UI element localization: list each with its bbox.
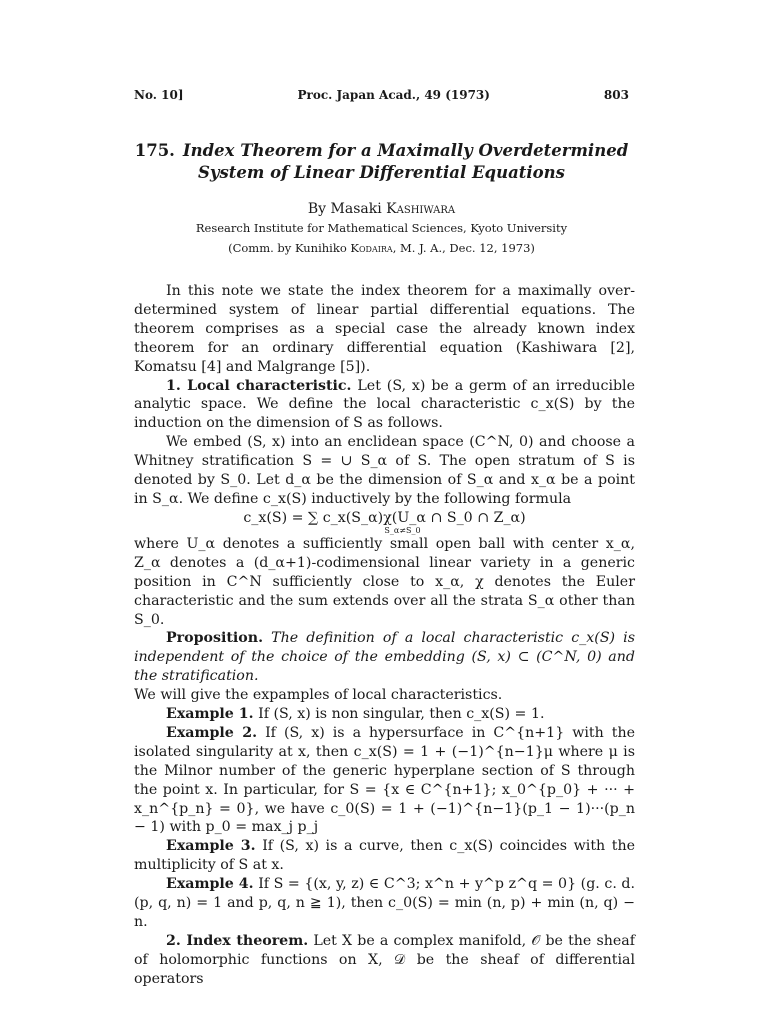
running-head [134,88,629,102]
example-3 [134,837,635,875]
example-2-text: If (S, x) is a hypersurface in C^{n+1} with the isolated singularity at x, then c_x(S) = 1 + (−1)^{n−1}μ where μ is the Milnor number of the generic hyperplane section of S through the point x. In particular, for S = {x ∈ C^{n+1}; x_0^{p_0} + ··· + x_n^{p_n} = 0}, we have c_0(S) = 1 + (−1)^{n−1}(p_1 − 1)···(p_n − 1) with p_0 = max_j p_j [134,724,635,836]
example-4 [134,875,635,932]
embed-paragraph: We embed (S, x) into an enclidean space (C^N, 0) and choose a Whitney stratification S = ∪ S_α of S. The open stratum of S is denoted by S_0. Let d_α be the dimension of S_α and x_α be a point in S_α. We define c_x(S) inductively by the following formula [134,434,635,507]
comm-name: Kodaira [350,241,393,255]
example-4-text: If S = {(x, y, z) ∈ C^3; x^n + y^p z^q = 0} (g. c. d. (p, q, n) = 1 and p, q, n ≧ 1), then c_0(S) = min (n, p) + min (n, q) − n. [134,876,635,930]
section-1-heading: 1. Local characteristic. [166,377,352,394]
section-2-text: Let X be a complex manifold, 𝒪 be the sheaf of holomorphic functions on X, 𝒟 be the sheaf of differential operators [134,932,635,987]
proposition-label: Proposition. [166,630,264,647]
page-number: 803 [603,88,629,102]
author-affiliation: Research Institute for Mathematical Sciences, Kyoto University [195,221,568,235]
comm-prefix: (Comm. by Kunihiko [228,241,347,255]
section-2-paragraph [134,932,635,989]
communicated-by [134,241,629,255]
example-2 [134,724,635,837]
example-1-label: Example 1. [166,706,254,723]
article-title [134,140,629,184]
section-1-text: Let (S, x) be a germ of an irreducible analytic space. We define the local characteristic c_x(S) by the induction on the dimension of S as follows. [134,377,635,432]
proposition-text: The definition of a local characteristic c_x(S) is independent of the choice of the embedding (S, x) ⊂ (C^N, 0) and the stratification. [134,630,635,685]
author-surname: Kashiwara [386,201,456,217]
intro-paragraph: In this note we state the index theorem for a maximally over-determined system of linear partial differential equations. The theorem comprises as a special case the already known index theorem for an ordinary differential equation (Kashiwara [2], Komatsu [4] and Malgrange [5]). [134,283,635,375]
where-paragraph: where U_α denotes a sufficiently small open ball with center x_α, Z_α denotes a (d_α+1)-codimensional linear variety in a generic position in C^N sufficiently close to x_α, χ denotes the Euler characteristic and the sum extends over all the strata S_α other than S_0. [134,535,635,628]
example-2-label: Example 2. [166,724,258,741]
local-characteristic-formula [134,509,635,535]
formula-subscript: S_α≠S_0 [384,525,421,535]
article-number: 175. [134,141,175,160]
article-body [134,282,635,989]
byline-prefix: By Masaki [307,201,382,217]
author-byline [134,201,629,217]
example-1-text: If (S, x) is non singular, then c_x(S) = 1. [258,706,545,723]
proposition-paragraph [134,629,635,686]
example-1 [134,705,635,724]
title-text-1: Index Theorem for a Maximally Overdetermined [182,141,629,160]
journal-citation: Proc. Japan Acad., 49 (1973) [297,88,490,102]
example-3-text: If (S, x) is a curve, then c_x(S) coincides with the multiplicity of S at x. [134,838,635,874]
comm-suffix: , M. J. A., Dec. 12, 1973) [392,241,535,255]
section-1-paragraph [134,377,635,434]
title-line-2: System of Linear Differential Equations [198,163,565,182]
title-line-1 [134,140,629,162]
issue-number: No. 10] [134,88,184,102]
example-3-label: Example 3. [166,838,256,855]
formula-text: c_x(S) = ∑ c_x(S_α)χ(U_α ∩ S_0 ∩ Z_α) [243,509,526,526]
section-2-heading: 2. Index theorem. [166,932,309,949]
example-4-label: Example 4. [166,876,254,893]
examples-intro: We will give the expamples of local characteristics. [134,687,503,704]
